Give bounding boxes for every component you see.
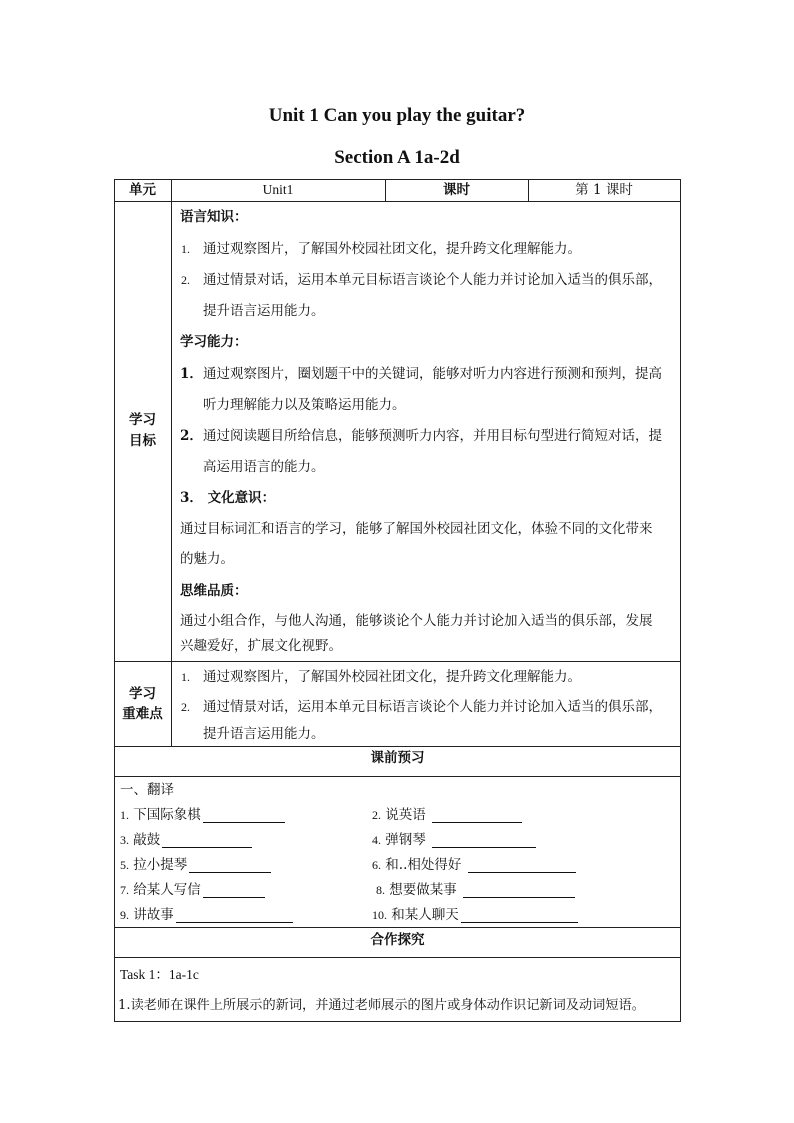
language-item-2-cont: 提升语言运用能力。 <box>203 303 325 319</box>
period-label: 课时 <box>443 182 470 198</box>
ability-item-1-cont: 听力理解能力以及策略运用能力。 <box>203 397 406 413</box>
answer-blank[interactable] <box>432 809 522 823</box>
period-value: 第 1 课时 <box>575 182 633 198</box>
ability-item-2-cont: 高运用语言的能力。 <box>203 459 325 475</box>
answer-blank[interactable] <box>432 834 536 848</box>
preview-heading: 课前预习 <box>370 750 425 766</box>
unit-label: 单元 <box>129 182 156 198</box>
ability-item-2: 通过阅读题目所给信息，能够预测听力内容，并用目标句型进行简短对话，提 <box>203 428 662 444</box>
unit-value: Unit1 <box>262 182 294 197</box>
translation-item-1: 1. 下国际象棋 <box>120 807 285 823</box>
ability-item-2-num: 2． <box>180 428 203 444</box>
ability-item-1: 通过观察图片，圈划题干中的关键词，能够对听力内容进行预测和预判，提高 <box>203 366 662 382</box>
thinking-quality-text-2: 兴趣爱好，扩展文化视野。 <box>180 638 342 654</box>
key-point-1: 通过观察图片，了解国外校园社团文化，提升跨文化理解能力。 <box>203 669 581 685</box>
thinking-quality-text-1: 通过小组合作，与他人沟通，能够谈论个人能力并讨论加入适当的俱乐部，发展 <box>180 613 653 629</box>
answer-blank[interactable] <box>203 884 265 898</box>
translation-item-2: 2. 说英语 <box>372 807 522 823</box>
learning-ability-title: 学习能力： <box>180 334 248 350</box>
translation-item-3: 3. 敲鼓 <box>120 832 252 848</box>
key-point-2-num: 2. <box>181 700 190 714</box>
cultural-awareness-text-2: 的魅力。 <box>180 551 234 567</box>
answer-blank[interactable] <box>162 834 252 848</box>
objectives-label-line1: 学习 <box>129 412 156 428</box>
translation-item-9: 9. 讲故事 <box>120 907 293 923</box>
language-item-2: 通过情景对话，运用本单元目标语言谈论个人能力并讨论加入适当的俱乐部， <box>203 272 662 288</box>
task-title: Task 1：1a-1c <box>120 967 199 982</box>
translation-section-title: 一、翻译 <box>120 782 174 798</box>
answer-blank[interactable] <box>468 859 576 873</box>
translation-item-10: 10. 和某人聊天 <box>372 907 578 923</box>
answer-blank[interactable] <box>189 859 271 873</box>
document-subtitle: Section A 1a-2d <box>334 147 460 168</box>
translation-item-5: 5. 拉小提琴 <box>120 857 271 873</box>
objectives-label-line2: 目标 <box>129 433 156 449</box>
language-knowledge-title: 语言知识： <box>180 209 248 225</box>
answer-blank[interactable] <box>461 909 578 923</box>
language-item-1-num: 1. <box>181 242 190 256</box>
cooperation-heading: 合作探究 <box>370 932 425 948</box>
translation-item-8: 8. 想要做某事 <box>376 882 575 898</box>
translation-item-4: 4. 弹钢琴 <box>372 832 536 848</box>
ability-item-1-num: 1． <box>180 366 203 382</box>
task-text: 1.读老师在课件上所展示的新词，并通过老师展示的图片或身体动作识记新词及动词短语。 <box>118 998 645 1013</box>
answer-blank[interactable] <box>176 909 293 923</box>
translation-item-7: 7. 给某人写信 <box>120 882 265 898</box>
language-item-1: 通过观察图片，了解国外校园社团文化，提升跨文化理解能力。 <box>203 241 581 257</box>
key-point-2: 通过情景对话，运用本单元目标语言谈论个人能力并讨论加入适当的俱乐部， <box>203 699 662 715</box>
thinking-quality-title: 思维品质： <box>180 583 248 599</box>
language-item-2-num: 2. <box>181 273 190 287</box>
answer-blank[interactable] <box>463 884 575 898</box>
key-point-1-num: 1. <box>181 670 190 684</box>
key-points-label-line1: 学习 <box>129 686 156 702</box>
cultural-awareness-title: 3． 文化意识： <box>180 490 276 506</box>
key-point-2-cont: 提升语言运用能力。 <box>203 726 325 742</box>
answer-blank[interactable] <box>203 809 285 823</box>
document-title: Unit 1 Can you play the guitar? <box>268 105 526 126</box>
cultural-awareness-text-1: 通过目标词汇和语言的学习，能够了解国外校园社团文化，体验不同的文化带来 <box>180 521 653 537</box>
key-points-label-line2: 重难点 <box>122 706 163 722</box>
translation-item-6: 6. 和..相处得好 <box>372 857 576 873</box>
